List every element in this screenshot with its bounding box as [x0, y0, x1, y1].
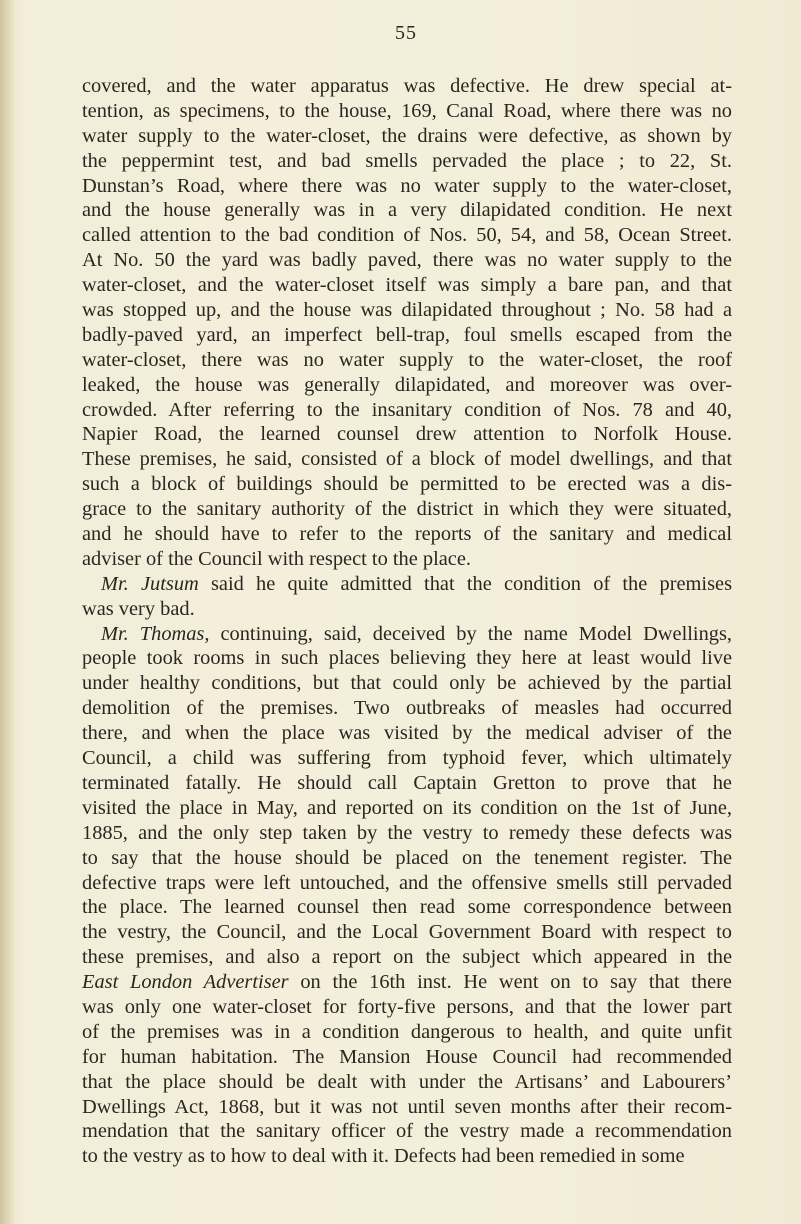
text-line: was stopped up, and the house was dilapidated throughout ; No. 58 had a — [82, 299, 732, 322]
text-line: these premises, and also a report on the subject which appeared in the — [82, 946, 732, 969]
text-line: visited the place in May, and reported on its condition on the 1st of June, — [82, 796, 732, 819]
text-segment: said he quite admitted that the condition of the premises — [198, 572, 733, 595]
speaker-name: Mr. Thomas, — [101, 622, 210, 645]
text-line: grace to the sanitary authority of the district in which they were situated, — [82, 498, 732, 521]
text-line: leaked, the house was generally dilapidated, and moreover was over- — [82, 373, 732, 396]
speaker-name: Mr. Jutsum — [101, 572, 199, 595]
text-line: was only one water-closet for forty-five persons, and that the lower part — [82, 995, 732, 1018]
text-line: the peppermint test, and bad smells pervaded the place ; to 22, St. — [82, 149, 732, 172]
text-line: covered, and the water apparatus was defective. He drew special at- — [82, 75, 732, 97]
text-line — [82, 622, 732, 647]
text-line: for human habitation. The Mansion House Council had recommended — [82, 1045, 732, 1068]
text-line: adviser of the Council with respect to the place. — [82, 547, 471, 570]
text-line: badly-paved yard, an imperfect bell-trap, foul smells escaped from the — [82, 323, 732, 346]
text-line: the place. The learned counsel then read some correspondence between — [82, 896, 732, 919]
text-line: demolition of the premises. Two outbreaks of measles had occurred — [82, 697, 732, 720]
body-text — [82, 74, 732, 1169]
text-line: Dwellings Act, 1868, but it was not until seven months after their recom- — [82, 1095, 732, 1118]
text-line: At No. 50 the yard was badly paved, there was no water supply to the — [82, 249, 732, 272]
text-line: 1885, and the only step taken by the vestry to remedy these defects was — [82, 821, 732, 844]
text-line: was very bad. — [82, 597, 195, 620]
text-line: people took rooms in such places believing they here at least would live — [82, 647, 732, 670]
text-line: mendation that the sanitary officer of the vestry made a recommendation — [82, 1120, 732, 1143]
newspaper-title: East London Advertiser — [82, 971, 289, 994]
text-line: terminated fatally. He should call Captain Gretton to prove that he — [82, 771, 732, 794]
text-line: the vestry, the Council, and the Local Government Board with respect to — [82, 921, 732, 944]
text-line — [82, 970, 732, 995]
text-segment: continuing, said, deceived by the name Model Dwellings, — [209, 622, 732, 645]
text-line: and the house generally was in a very dilapidated condition. He next — [82, 199, 732, 222]
text-line: crowded. After referring to the insanitary condition of Nos. 78 and 40, — [82, 398, 732, 421]
text-line: that the place should be dealt with under the Artisans’ and Labourers’ — [82, 1070, 732, 1093]
text-line: under healthy conditions, but that could only be achieved by the partial — [82, 672, 732, 695]
text-line: Napier Road, the learned counsel drew attention to Norfolk House. — [82, 423, 732, 446]
text-line: water-closet, and the water-closet itself was simply a bare pan, and that — [82, 274, 732, 297]
text-line: and he should have to refer to the reports of the sanitary and medical — [82, 523, 732, 546]
text-line: Council, a child was suffering from typhoid fever, which ultimately — [82, 747, 732, 770]
text-segment: on the 16th inst. He went on to say that there — [288, 971, 732, 994]
text-line: to the vestry as to how to deal with it. Defects had been remedied in some — [82, 1145, 685, 1168]
text-line: These premises, he said, consisted of a block of model dwellings, and that — [82, 448, 732, 471]
text-line: such a block of buildings should be permitted to be erected was a dis- — [82, 473, 732, 496]
text-line: of the premises was in a condition dangerous to health, and quite unfit — [82, 1020, 732, 1043]
text-line: water supply to the water-closet, the drains were defective, as shown by — [82, 124, 732, 147]
text-line: to say that the house should be placed on the tenement register. The — [82, 846, 732, 869]
text-line: defective traps were left untouched, and the offensive smells still pervaded — [82, 871, 732, 894]
text-line: Dunstan’s Road, where there was no water supply to the water-closet, — [82, 174, 732, 197]
text-line: called attention to the bad condition of Nos. 50, 54, and 58, Ocean Street. — [82, 224, 732, 247]
text-line: water-closet, there was no water supply to the water-closet, the roof — [82, 348, 732, 371]
page-gutter — [0, 0, 14, 1224]
text-line — [82, 572, 732, 597]
text-line: there, and when the place was visited by the medical adviser of the — [82, 722, 732, 745]
page-number: 55 — [395, 22, 417, 44]
text-line: tention, as specimens, to the house, 169, Canal Road, where there was no — [82, 99, 732, 122]
